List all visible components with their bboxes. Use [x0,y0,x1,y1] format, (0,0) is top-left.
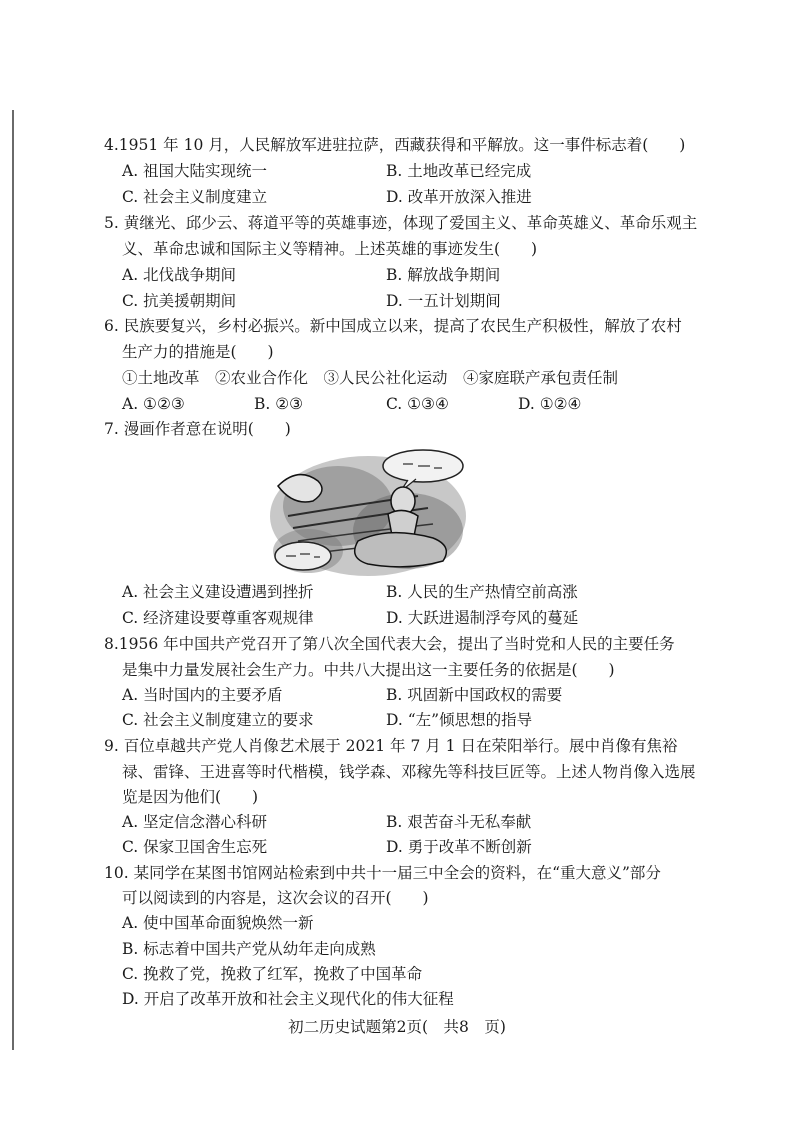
q5-option-d: D. 一五计划期间 [386,292,501,310]
q9-stem-line-3: 览是因为他们( ) [122,788,259,806]
q7-option-d: D. 大跃进遏制浮夸风的蔓延 [386,609,579,627]
q8-option-a: A. 当时国内的主要矛盾 [122,686,283,704]
q4-option-c: C. 社会主义制度建立 [122,188,268,206]
q6-items: ①土地改革 ②农业合作化 ③人民公社化运动 ④家庭联产承包责任制 [122,369,619,387]
q5-stem-line-2: 义、革命忠诚和国际主义等精神。上述英雄的事迹发生( ) [122,240,538,258]
q7-stem: 7. 漫画作者意在说明( ) [104,420,291,438]
q8-stem-line-1: 8.1956 年中国共产党召开了第八次全国代表大会，提出了当时党和人民的主要任务 [104,635,675,653]
q8-option-d: D. “左”倾思想的指导 [386,711,533,729]
q4-stem: 4.1951 年 10 月，人民解放军进驻拉萨，西藏获得和平解放。这一事件标志着( ) [104,136,686,154]
q10-stem-line-2: 可以阅读到的内容是，这次会议的召开( ) [122,889,429,907]
q10-option-d: D. 开启了改革开放和社会主义现代化的伟大征程 [122,990,454,1008]
q10-option-b: B. 标志着中国共产党从幼年走向成熟 [122,940,376,958]
q9-option-a: A. 坚定信念潜心科研 [122,813,268,831]
q5-option-b: B. 解放战争期间 [386,266,501,284]
q6-option-c: C. ①③④ [386,395,449,413]
q4-option-a: A. 祖国大陆实现统一 [122,162,268,180]
q8-stem-line-2: 是集中力量发展社会生产力。中共八大提出这一主要任务的依据是( ) [122,661,615,679]
q9-stem-line-2: 禄、雷锋、王进喜等时代楷模，钱学森、邓稼先等科技巨匠等。上述人物肖像入选展 [122,763,696,781]
q9-stem-line-1: 9. 百位卓越共产党人肖像艺术展于 2021 年 7 月 1 日在荣阳举行。展中肖像有焦裕 [104,737,678,755]
q7-option-b: B. 人民的生产热情空前高涨 [386,583,578,601]
q7-option-a: A. 社会主义建设遭遇到挫折 [122,583,314,601]
q4-option-d: D. 改革开放深入推进 [386,188,532,206]
page-footer: 初二历史试题第2页( 共8 页) [288,1018,506,1036]
q5-option-a: A. 北伐战争期间 [122,266,237,284]
q8-option-b: B. 巩固新中国政权的需要 [386,686,563,704]
q6-stem-line-2: 生产力的措施是( ) [122,343,274,361]
q6-option-b: B. ②③ [254,395,304,413]
q6-stem-line-1: 6. 民族要复兴，乡村必振兴。新中国成立以来，提高了农民生产积极性，解放了农村 [104,317,682,335]
cartoon-illustration [268,446,468,580]
q6-option-d: D. ①②④ [518,395,582,413]
q7-option-c: C. 经济建设要尊重客观规律 [122,609,314,627]
q10-option-c: C. 挽救了党，挽救了红军，挽救了中国革命 [122,965,423,983]
q10-stem-line-1: 10. 某同学在某图书馆网站检索到中共十一届三中全会的资料，在“重大意义”部分 [104,864,661,882]
q4-option-b: B. 土地改革已经完成 [386,162,532,180]
q6-option-a: A. ①②③ [122,395,185,413]
q9-option-d: D. 勇于改革不断创新 [386,838,532,856]
q10-option-a: A. 使中国革命面貌焕然一新 [122,914,314,932]
q9-option-c: C. 保家卫国舍生忘死 [122,838,268,856]
q8-option-c: C. 社会主义制度建立的要求 [122,711,314,729]
q5-option-c: C. 抗美援朝期间 [122,292,237,310]
q9-option-b: B. 艰苦奋斗无私奉献 [386,813,532,831]
q5-stem-line-1: 5. 黄继光、邱少云、蒋道平等的英雄事迹，体现了爱国主义、革命英雄义、革命乐观主 [104,214,698,232]
